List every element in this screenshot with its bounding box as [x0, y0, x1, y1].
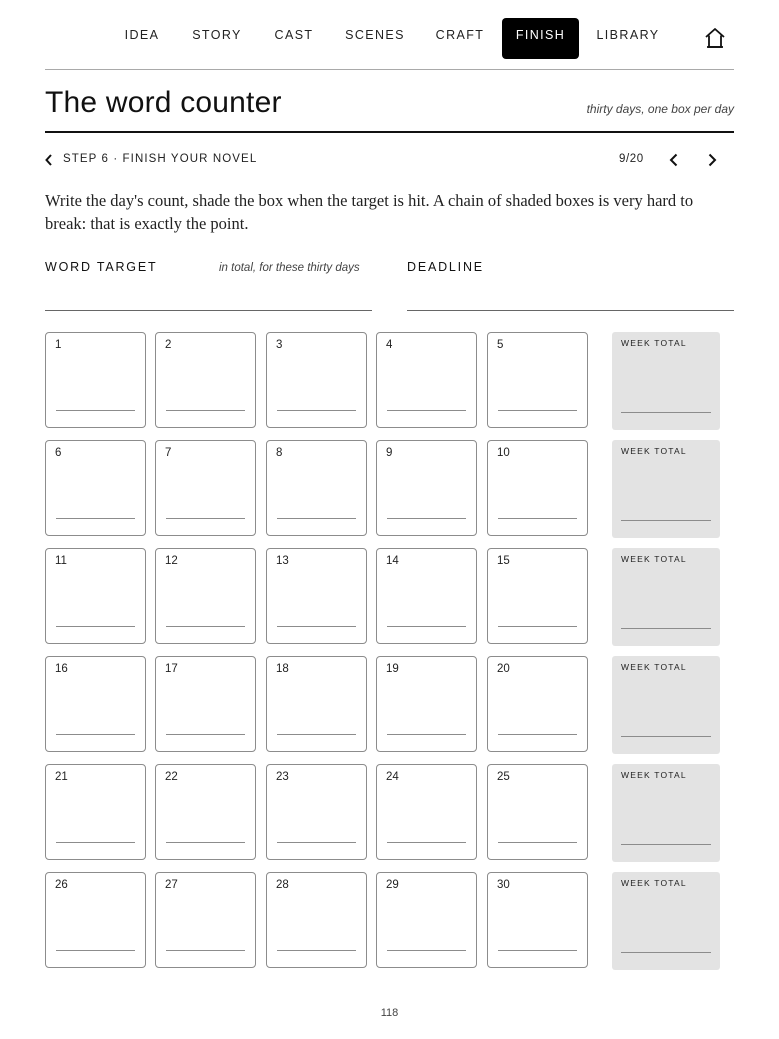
day-count-line: [277, 842, 356, 843]
day-box[interactable]: [155, 548, 256, 644]
week-total-line: [621, 520, 711, 521]
day-box[interactable]: [45, 764, 146, 860]
day-number: 26: [55, 879, 68, 891]
word-target-field[interactable]: [45, 310, 372, 311]
day-number: 20: [497, 663, 510, 675]
day-box[interactable]: [487, 656, 588, 752]
nav-story[interactable]: STORY: [192, 28, 242, 42]
day-count-line: [387, 842, 466, 843]
day-number: 9: [386, 447, 393, 459]
word-target-hint: in total, for these thirty days: [219, 262, 360, 274]
deadline-field[interactable]: [407, 310, 734, 311]
page-title: The word counter: [45, 86, 282, 119]
day-count-line: [387, 626, 466, 627]
intro-text: Write the day's count, shade the box when the target is hit. A chain of shaded boxes is very hard to break: that is exactly the point.: [45, 191, 694, 233]
day-box[interactable]: [266, 332, 367, 428]
day-count-line: [56, 518, 135, 519]
day-count-line: [166, 518, 245, 519]
day-box[interactable]: [45, 440, 146, 536]
day-number: 12: [165, 555, 178, 567]
day-box[interactable]: [487, 872, 588, 968]
day-box[interactable]: [155, 440, 256, 536]
day-number: 19: [386, 663, 399, 675]
week-total-line: [621, 412, 711, 413]
day-number: 30: [497, 879, 510, 891]
back-chevron-icon[interactable]: [44, 153, 54, 167]
week-total-line: [621, 844, 711, 845]
week-total-label: WEEK TOTAL: [621, 878, 687, 888]
day-count-line: [277, 410, 356, 411]
day-count-line: [498, 410, 577, 411]
day-box[interactable]: [487, 764, 588, 860]
day-box[interactable]: [487, 548, 588, 644]
nav-idea[interactable]: IDEA: [124, 28, 160, 42]
day-box[interactable]: [155, 332, 256, 428]
day-number: 10: [497, 447, 510, 459]
day-count-line: [56, 950, 135, 951]
week-total-label: WEEK TOTAL: [621, 662, 687, 672]
week-total-label: WEEK TOTAL: [621, 338, 687, 348]
day-number: 23: [276, 771, 289, 783]
day-count-line: [166, 734, 245, 735]
week-total-box[interactable]: [612, 440, 720, 538]
day-count-line: [498, 518, 577, 519]
day-count-line: [498, 734, 577, 735]
nav-craft[interactable]: CRAFT: [435, 28, 485, 42]
day-count-line: [166, 626, 245, 627]
day-box[interactable]: [266, 656, 367, 752]
day-number: 3: [276, 339, 283, 351]
day-box[interactable]: [266, 548, 367, 644]
day-count-line: [56, 734, 135, 735]
page-tagline: thirty days, one box per day: [586, 102, 734, 116]
day-box[interactable]: [155, 764, 256, 860]
day-box[interactable]: [376, 332, 477, 428]
week-total-box[interactable]: [612, 656, 720, 754]
week-total-label: WEEK TOTAL: [621, 770, 687, 780]
day-count-line: [387, 950, 466, 951]
day-number: 11: [55, 555, 67, 567]
day-number: 2: [165, 339, 172, 351]
prev-page-icon[interactable]: [667, 152, 681, 168]
day-count-line: [56, 626, 135, 627]
day-number: 21: [55, 771, 68, 783]
day-box[interactable]: [487, 332, 588, 428]
week-total-line: [621, 736, 711, 737]
nav-cast[interactable]: CAST: [274, 28, 314, 42]
day-box[interactable]: [376, 764, 477, 860]
nav-divider: [45, 69, 734, 70]
day-count-line: [277, 734, 356, 735]
day-box[interactable]: [266, 872, 367, 968]
day-box[interactable]: [155, 872, 256, 968]
day-number: 16: [55, 663, 68, 675]
day-number: 29: [386, 879, 399, 891]
day-number: 15: [497, 555, 510, 567]
day-number: 14: [386, 555, 399, 567]
day-count-line: [277, 950, 356, 951]
day-number: 28: [276, 879, 289, 891]
day-number: 25: [497, 771, 510, 783]
day-count-line: [166, 410, 245, 411]
nav-finish[interactable]: FINISH: [502, 18, 579, 59]
day-box[interactable]: [376, 656, 477, 752]
title-divider: [45, 131, 734, 133]
day-number: 7: [165, 447, 172, 459]
day-count-line: [166, 842, 245, 843]
day-count-line: [277, 626, 356, 627]
week-total-line: [621, 952, 711, 953]
word-target-label: WORD TARGET: [45, 260, 158, 274]
page-counter: 9/20: [619, 153, 644, 165]
nav-scenes[interactable]: SCENES: [345, 28, 405, 42]
day-box[interactable]: [376, 548, 477, 644]
week-total-label: WEEK TOTAL: [621, 554, 687, 564]
day-box[interactable]: [266, 440, 367, 536]
day-number: 17: [165, 663, 178, 675]
step-label: STEP 6 · FINISH YOUR NOVEL: [63, 153, 258, 165]
day-number: 1: [55, 339, 62, 351]
page-number: 118: [380, 1007, 399, 1019]
nav-library[interactable]: LIBRARY: [596, 28, 660, 42]
day-number: 18: [276, 663, 289, 675]
week-total-box[interactable]: [612, 332, 720, 430]
day-number: 13: [276, 555, 289, 567]
day-box[interactable]: [155, 656, 256, 752]
day-number: 5: [497, 339, 504, 351]
day-count-line: [387, 734, 466, 735]
day-box[interactable]: [266, 764, 367, 860]
day-count-line: [56, 410, 135, 411]
day-box[interactable]: [45, 548, 146, 644]
week-total-label: WEEK TOTAL: [621, 446, 687, 456]
deadline-label: DEADLINE: [407, 260, 484, 274]
day-count-line: [387, 518, 466, 519]
day-count-line: [498, 626, 577, 627]
day-count-line: [56, 842, 135, 843]
day-count-line: [277, 518, 356, 519]
day-count-line: [387, 410, 466, 411]
day-box[interactable]: [45, 332, 146, 428]
next-page-icon[interactable]: [705, 152, 719, 168]
day-count-line: [498, 842, 577, 843]
day-box[interactable]: [45, 872, 146, 968]
day-count-line: [166, 950, 245, 951]
week-total-box[interactable]: [612, 548, 720, 646]
home-icon[interactable]: [703, 26, 727, 50]
day-box[interactable]: [487, 440, 588, 536]
top-nav: [0, 0, 779, 70]
week-total-box[interactable]: [612, 764, 720, 862]
day-number: 6: [55, 447, 62, 459]
day-number: 24: [386, 771, 399, 783]
day-number: 4: [386, 339, 393, 351]
day-count-line: [498, 950, 577, 951]
day-number: 22: [165, 771, 178, 783]
week-total-line: [621, 628, 711, 629]
day-box[interactable]: [376, 872, 477, 968]
day-box[interactable]: [376, 440, 477, 536]
day-box[interactable]: [45, 656, 146, 752]
day-number: 27: [165, 879, 178, 891]
week-total-box[interactable]: [612, 872, 720, 970]
day-number: 8: [276, 447, 283, 459]
